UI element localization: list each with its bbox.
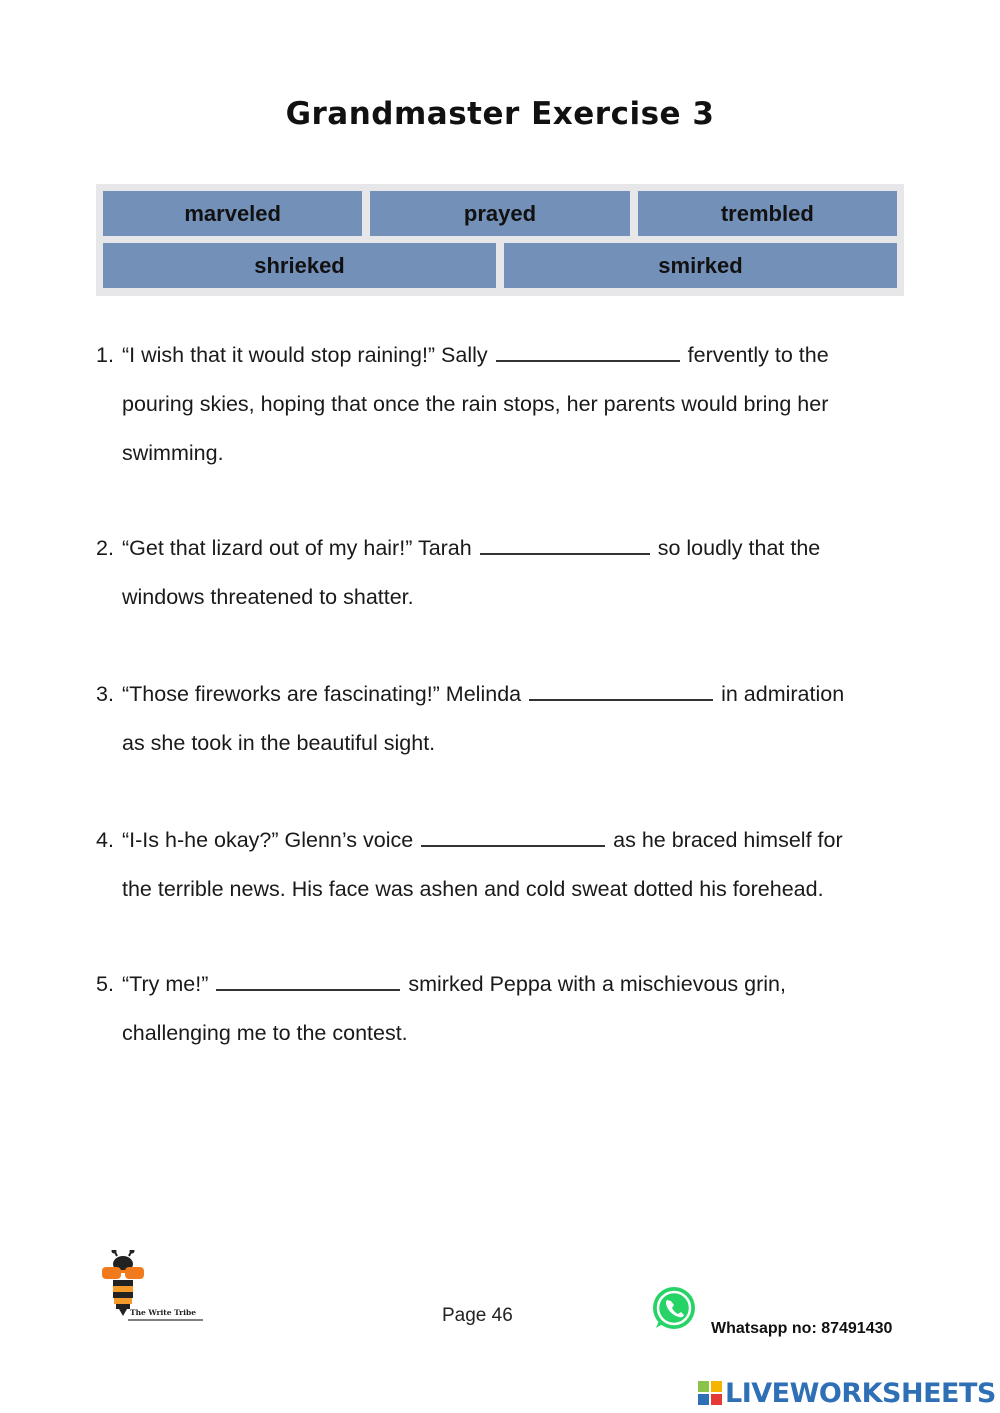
question-line: challenging me to the contest. (122, 1021, 408, 1045)
question-number: 1. (96, 343, 114, 367)
question-line: as she took in the beautiful sight. (122, 731, 436, 755)
question-line: windows threatened to shatter. (122, 585, 414, 609)
question-text: as he braced himself for (613, 828, 843, 852)
page-number: Page 46 (442, 1305, 513, 1326)
question-line (96, 331, 906, 380)
question-line: pouring skies, hoping that once the rain stops, her parents would bring her (122, 392, 829, 416)
answer-blank-3[interactable] (529, 681, 713, 701)
question-1 (96, 331, 906, 478)
question-text: “Try me!” (122, 972, 209, 996)
word-bank-row (103, 191, 897, 236)
whatsapp-number: Whatsapp no: 87491430 (711, 1320, 893, 1337)
word-chip-prayed[interactable]: prayed (370, 191, 629, 236)
logo-text: The Write Tribe (130, 1308, 197, 1317)
question-number: 5. (96, 972, 114, 996)
question-text: smirked Peppa with a mischievous grin, (408, 972, 786, 996)
liveworksheets-logo (698, 1376, 996, 1410)
question-line (96, 524, 906, 573)
whatsapp-icon (650, 1284, 698, 1332)
word-bank (96, 184, 904, 296)
question-number: 3. (96, 682, 114, 706)
question-text: in admiration (721, 682, 845, 706)
question-line: the terrible news. His face was ashen and cold sweat dotted his forehead. (122, 877, 824, 901)
question-5 (96, 960, 906, 1058)
liveworksheets-text: LIVEWORKSHEETS (725, 1377, 996, 1409)
question-number: 4. (96, 828, 114, 852)
word-chip-shrieked[interactable]: shrieked (103, 243, 496, 288)
question-2 (96, 524, 906, 622)
liveworksheets-badge-text (698, 1376, 699, 1377)
question-number: 2. (96, 536, 114, 560)
bee-icon (100, 1250, 210, 1330)
question-text: “Those fireworks are fascinating!” Melinda (122, 682, 522, 706)
question-line (96, 816, 906, 865)
question-text: “I-Is h-he okay?” Glenn’s voice (122, 828, 414, 852)
question-line: swimming. (122, 441, 224, 465)
answer-blank-5[interactable] (216, 971, 400, 991)
word-chip-marveled[interactable]: marveled (103, 191, 362, 236)
question-text: “I wish that it would stop raining!” Sally (122, 343, 488, 367)
question-text: so loudly that the (657, 536, 821, 560)
question-4 (96, 816, 906, 914)
word-bank-row (103, 243, 897, 288)
question-3 (96, 670, 906, 768)
word-chip-smirked[interactable]: smirked (504, 243, 897, 288)
answer-blank-4[interactable] (421, 827, 605, 847)
question-line (96, 960, 906, 1009)
question-line (96, 670, 906, 719)
word-chip-trembled[interactable]: trembled (638, 191, 897, 236)
liveworksheets-badge-icon (698, 1381, 722, 1405)
page-title: Grandmaster Exercise 3 (285, 96, 715, 132)
question-text: “Get that lizard out of my hair!” Tarah (122, 536, 472, 560)
write-tribe-logo (100, 1250, 210, 1330)
answer-blank-2[interactable] (480, 535, 650, 555)
question-text: fervently to the (687, 343, 829, 367)
answer-blank-1[interactable] (496, 342, 680, 362)
